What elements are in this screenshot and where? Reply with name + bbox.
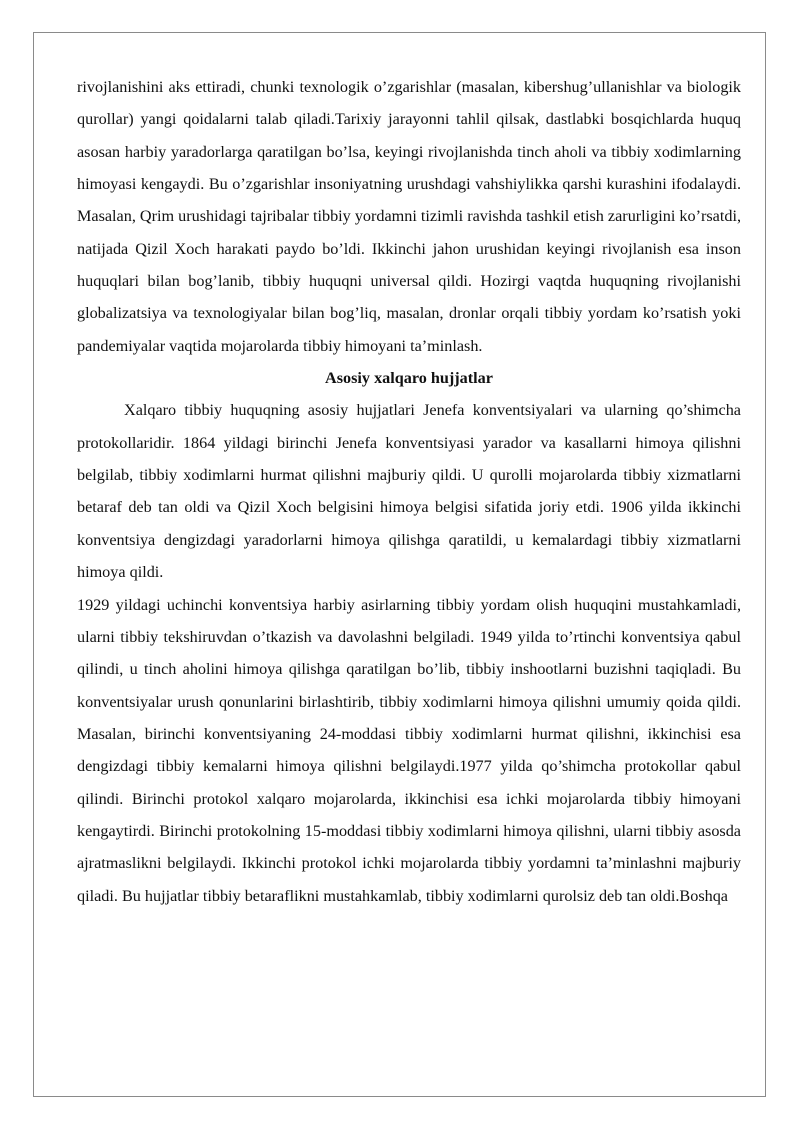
body-paragraph: 1929 yildagi uchinchi konventsiya harbiy asirlarning tibbiy yordam olish huquqini mustahkamladi, ularni tibbiy tekshiruvdan o’tkazish va davolashni belgiladi. 1949 yilda to’rtinchi konventsiya qabul qilindi, u tinch aholini himoya qilishga qaratilgan bo’lib, tibbiy inshootlarni buzishni taqiqladi. Bu konventsiyalar urush qonunlarini birlashtirib, tibbiy xodimlarni himoya qilishni umumiy qoida qildi. Masalan, birinchi konventsiyaning 24-moddasi tibbiy xodimlarni hurmat qilishni, ikkinchisi esa dengizdagi tibbiy kemalarni himoya qilishni belgilaydi.1977 yilda qo’shimcha protokollar qabul qilindi. Birinchi protokol xalqaro mojarolarda, ikkinchisi esa ichki mojarolarda tibbiy himoyani kengaytirdi. Birinchi protokolning 15-moddasi tibbiy xodimlarni himoya qilishni, ularni tibbiy asosda ajratmaslikni belgilaydi. Ikkinchi protokol ichki mojarolarda tibbiy yordamni ta’minlashni majburiy qiladi. Bu hujjatlar tibbiy betaraflikni mustahkamlab, tibbiy xodimlarni qurolsiz deb tan oldi.Boshqa (77, 595, 741, 905)
section-heading: Asosiy xalqaro hujjatlar (325, 369, 493, 388)
document-body (77, 71, 741, 912)
body-paragraph: rivojlanishini aks ettiradi, chunki texnologik o’zgarishlar (masalan, kibershug’ullanishlar va biologik qurollar) yangi qoidalarni talab qiladi.Tarixiy jarayonni tahlil qilsak, dastlabki bosqichlarda huquq asosan harbiy yaradorlarga qaratilgan bo’lsa, keyingi rivojlanishda tinch aholi va tibbiy xodimlarning himoyasi kengaydi. Bu o’zgarishlar insoniyatning urushdagi vahshiylikka qarshi kurashini ifodalaydi. Masalan, Qrim urushidagi tajribalar tibbiy yordamni tizimli ravishda tashkil etish zarurligini ko’rsatdi, natijada Qizil Xoch harakati paydo bo’ldi. Ikkinchi jahon urushidan keyingi rivojlanish esa inson huquqlari bilan bog’lanib, tibbiy huquqni universal qildi. Hozirgi vaqtda huquqning rivojlanishi globalizatsiya va texnologiyalar bilan bog’liq, masalan, dronlar orqali tibbiy yordam ko’rsatish yoki pandemiyalar vaqtida mojarolarda tibbiy himoyani ta’minlash. (77, 78, 741, 355)
body-paragraph: Xalqaro tibbiy huquqning asosiy hujjatlari Jenefa konventsiyalari va ularning qo’shimcha protokollaridir. 1864 yildagi birinchi Jenefa konventsiyasi yarador va kasallarni himoya qilishni belgilab, tibbiy xodimlarni hurmat qilishni majburiy qildi. U qurolli mojarolarda tibbiy xizmatlarni betaraf deb tan oldi va Qizil Xoch belgisini himoya belgisi sifatida joriy etdi. 1906 yilda ikkinchi konventsiya dengizdagi yaradorlarni himoya qilishga qaratildi, u kemalardagi tibbiy xizmatlarni himoya qildi. (77, 401, 741, 582)
